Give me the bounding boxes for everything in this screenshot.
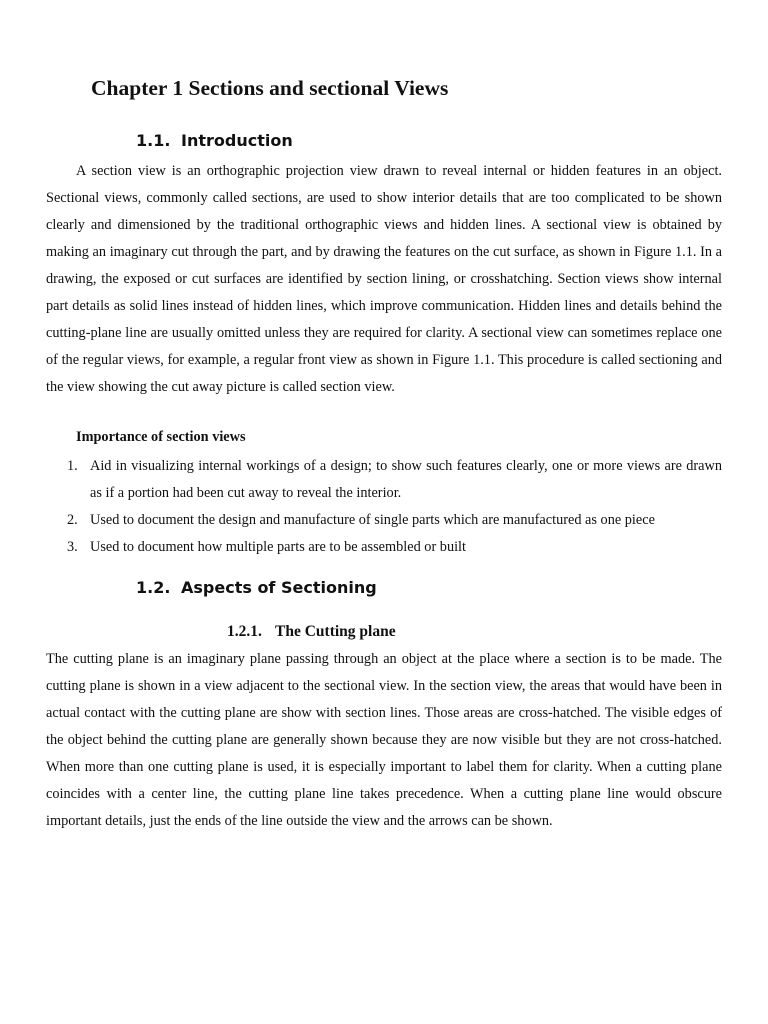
section-number: 1.1.	[136, 131, 171, 150]
list-item-text: Used to document how multiple parts are to be assembled or built	[90, 539, 467, 555]
section-title: Aspects of Sectioning	[181, 578, 377, 597]
chapter-title: Chapter 1 Sections and sectional Views	[91, 76, 449, 100]
section-number: 1.2.	[136, 578, 171, 597]
list-marker: 1.	[67, 458, 78, 474]
list-marker: 2.	[67, 512, 78, 528]
section-heading-aspects	[136, 578, 377, 597]
section-title: Introduction	[181, 131, 293, 150]
list-item	[46, 453, 722, 507]
list-item-text: Aid in visualizing internal workings of a design; to show such features clearly, one or more views are drawn as if a portion had been cut away to reveal the interior.	[90, 458, 722, 501]
subsection-number: 1.2.1.	[227, 623, 262, 640]
list-marker: 3.	[67, 539, 78, 555]
subsection-title: The Cutting plane	[275, 623, 396, 640]
subsection-heading-cutting-plane	[227, 623, 396, 641]
importance-heading: Importance of section views	[76, 429, 246, 445]
section-heading-introduction	[136, 131, 293, 150]
list-item	[46, 534, 722, 561]
list-item	[46, 507, 722, 534]
importance-list	[46, 453, 722, 561]
introduction-paragraph: A section view is an orthographic projection view drawn to reveal internal or hidden features in an object. Sectional views, commonly called sections, are used to show interior details that are too complicated to be shown clearly and dimensioned by the traditional orthographic views and hidden lines. A sectional view is obtained by making an imaginary cut through the part, and by drawing the features on the cut surface, as shown in Figure 1.1. In a drawing, the exposed or cut surfaces are identified by section lining, or crosshatching. Section views show internal part details as solid lines instead of hidden lines, which improve communication. Hidden lines and details behind the cutting-plane line are usually omitted unless they are required for clarity. A sectional view can sometimes replace one of the regular views, for example, a regular front view as shown in Figure 1.1. This procedure is called sectioning and the view showing the cut away picture is called section view.	[46, 163, 722, 395]
list-item-text: Used to document the design and manufacture of single parts which are manufactured as one piece	[90, 512, 655, 528]
cutting-plane-paragraph: The cutting plane is an imaginary plane passing through an object at the place where a section is to be made. The cutting plane is shown in a view adjacent to the sectional view. In the section view, the areas that would have been in actual contact with the cutting plane are show with section lines. Those areas are cross-hatched. The visible edges of the object behind the cutting plane are generally shown because they are now visible but they are not cross-hatched. When more than one cutting plane is used, it is especially important to label them for clarity. When a cutting plane coincides with a center line, the cutting plane line takes precedence. When a cutting plane line would obscure important details, just the ends of the line outside the view and the arrows can be shown.	[46, 651, 722, 829]
